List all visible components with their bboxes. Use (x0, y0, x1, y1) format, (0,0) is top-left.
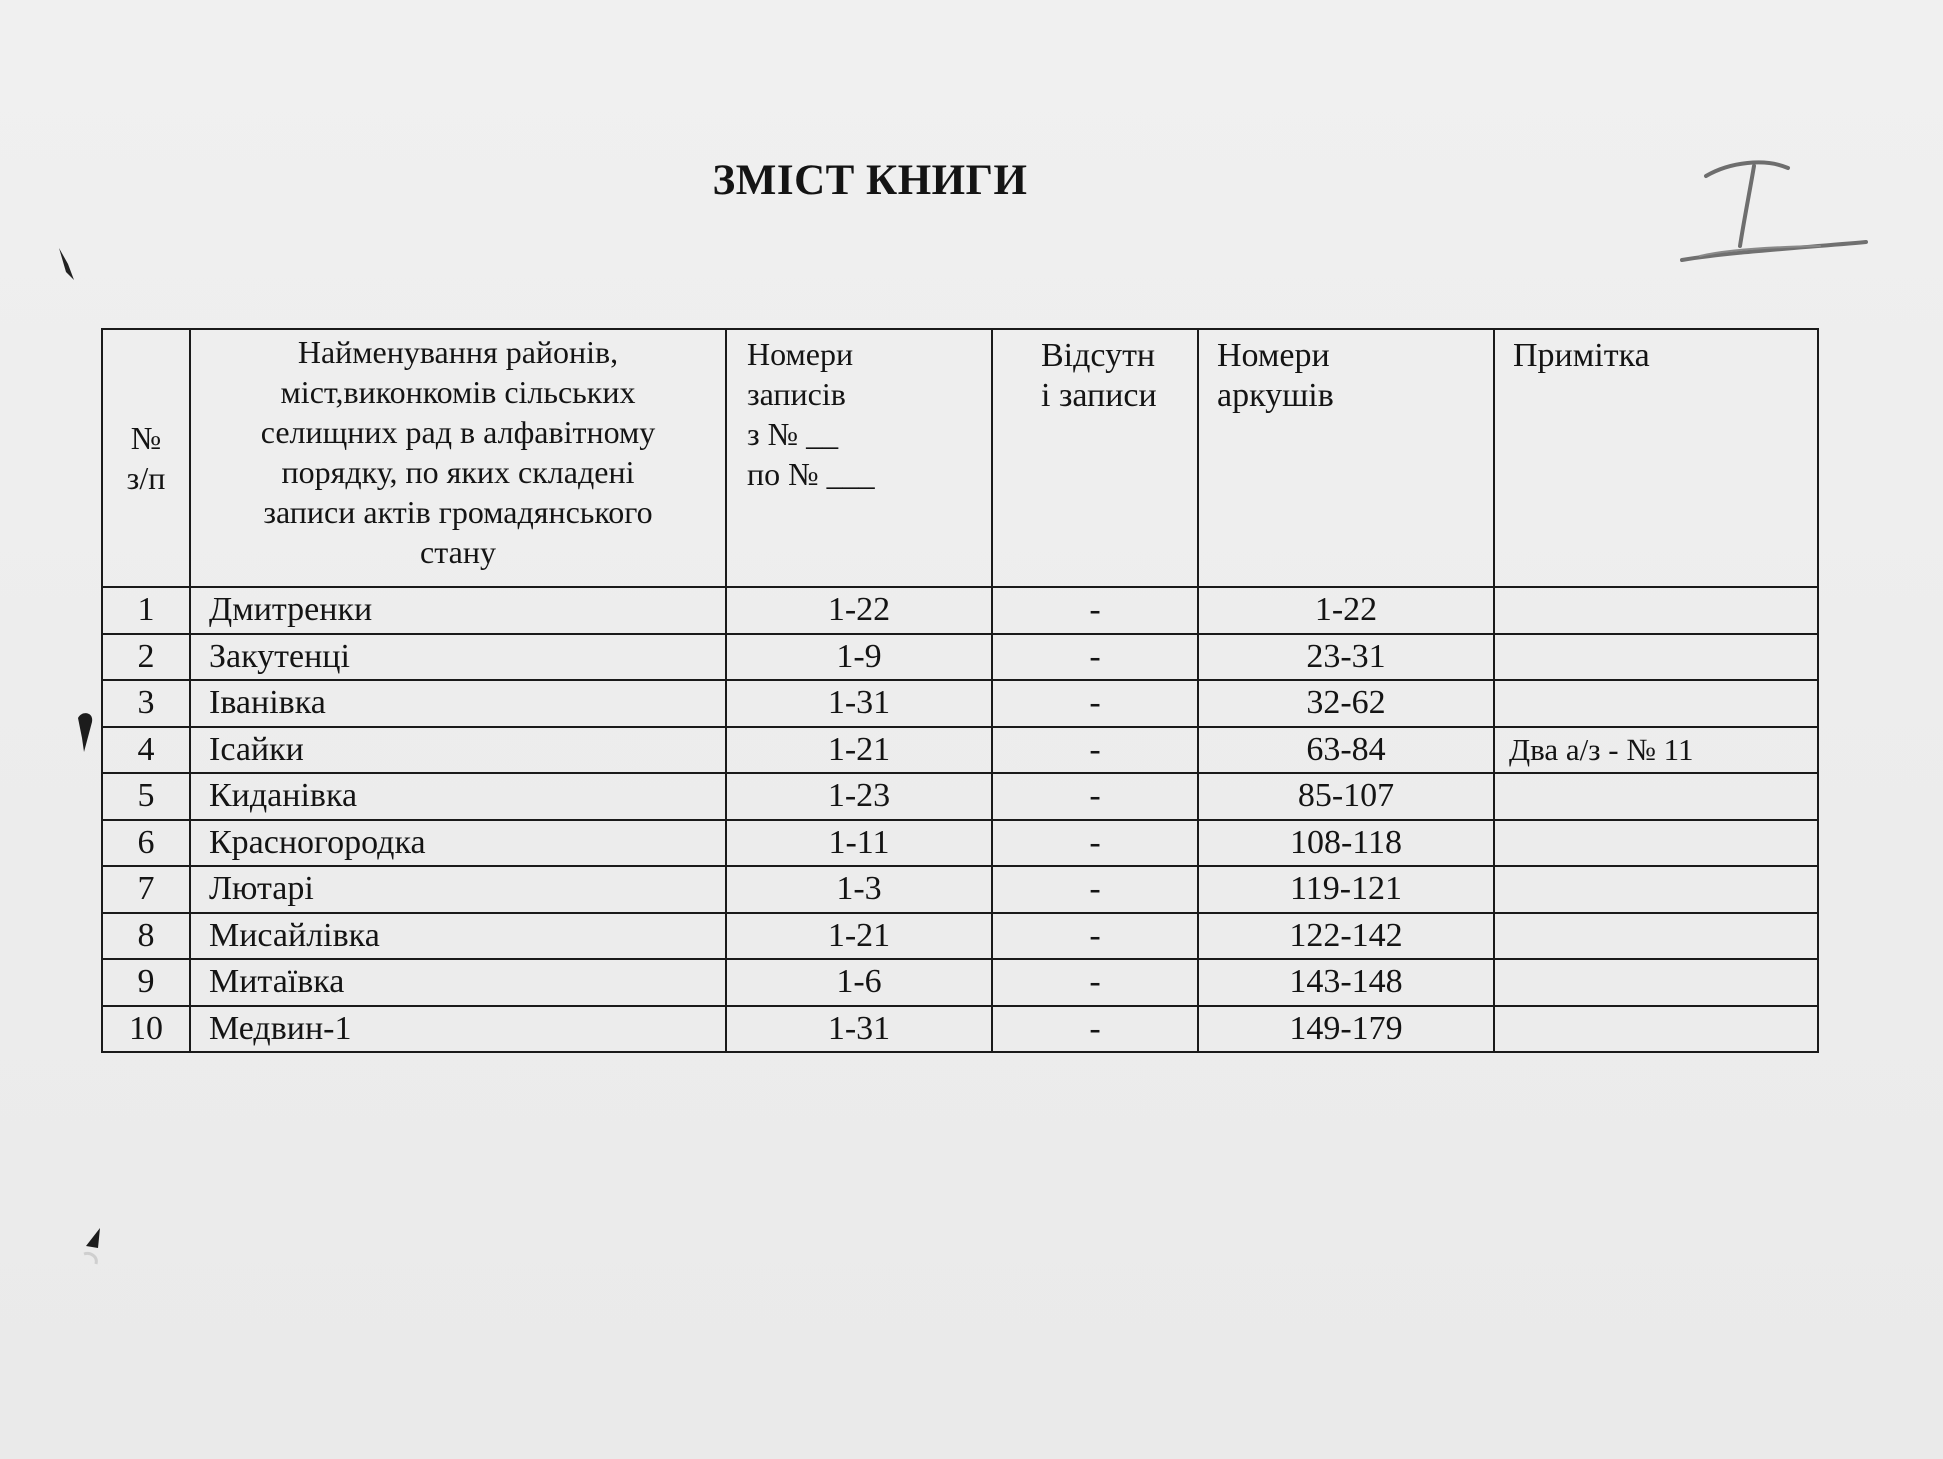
cell-records: 1-31 (726, 1006, 992, 1053)
header-sheets: Номери аркушів (1198, 329, 1494, 587)
header-records: Номери записів з № __ по № ___ (726, 329, 992, 587)
cell-sheets: 23-31 (1198, 634, 1494, 681)
cell-note (1494, 959, 1818, 1006)
cell-records: 1-22 (726, 587, 992, 634)
table-row (102, 1006, 1818, 1053)
cell-note (1494, 634, 1818, 681)
cell-sheets: 149-179 (1198, 1006, 1494, 1053)
cell-missing: - (992, 959, 1198, 1006)
cell-note (1494, 913, 1818, 960)
table-row (102, 866, 1818, 913)
cell-records: 1-11 (726, 820, 992, 867)
punch-mark-icon (54, 244, 80, 288)
cell-sheets: 122-142 (1198, 913, 1494, 960)
cell-note (1494, 866, 1818, 913)
page-title: ЗМІСТ КНИГИ (712, 157, 1028, 204)
table-row (102, 727, 1818, 774)
cell-sheets: 32-62 (1198, 680, 1494, 727)
cell-number: 5 (102, 773, 190, 820)
table-row (102, 913, 1818, 960)
header-note: Примітка (1494, 329, 1818, 587)
cell-missing: - (992, 913, 1198, 960)
cell-number: 7 (102, 866, 190, 913)
cell-name: Красногородка (190, 820, 726, 867)
cell-missing: - (992, 587, 1198, 634)
cell-note (1494, 1006, 1818, 1053)
header-number: № з/п (102, 329, 190, 587)
cell-records: 1-31 (726, 680, 992, 727)
cell-sheets: 119-121 (1198, 866, 1494, 913)
cell-name: Киданівка (190, 773, 726, 820)
cell-note: Два а/з - № 11 (1494, 727, 1818, 774)
cell-number: 2 (102, 634, 190, 681)
punch-mark-icon (72, 708, 98, 756)
header-name: Найменування районів, міст,виконкомів сільських селищних рад в алфавітному порядку, по яких складені записи актів громадянського стану (190, 329, 726, 587)
cell-missing: - (992, 634, 1198, 681)
table-header-row (102, 329, 1818, 587)
cell-missing: - (992, 727, 1198, 774)
cell-missing: - (992, 680, 1198, 727)
cell-name: Лютарі (190, 866, 726, 913)
cell-note (1494, 820, 1818, 867)
cell-note (1494, 680, 1818, 727)
cell-number: 10 (102, 1006, 190, 1053)
cell-records: 1-21 (726, 727, 992, 774)
cell-name: Митаївка (190, 959, 726, 1006)
cell-note (1494, 587, 1818, 634)
cell-name: Медвин-1 (190, 1006, 726, 1053)
cell-records: 1-3 (726, 866, 992, 913)
cell-sheets: 63-84 (1198, 727, 1494, 774)
cell-name: Закутенці (190, 634, 726, 681)
table-row (102, 634, 1818, 681)
cell-number: 6 (102, 820, 190, 867)
cell-records: 1-21 (726, 913, 992, 960)
cell-number: 4 (102, 727, 190, 774)
cell-missing: - (992, 820, 1198, 867)
contents-table (101, 328, 1819, 1053)
table-row (102, 680, 1818, 727)
cell-records: 1-23 (726, 773, 992, 820)
cell-number: 8 (102, 913, 190, 960)
cell-records: 1-6 (726, 959, 992, 1006)
cell-number: 1 (102, 587, 190, 634)
table-row (102, 820, 1818, 867)
cell-name: Іванівка (190, 680, 726, 727)
cell-number: 9 (102, 959, 190, 1006)
cell-name: Дмитренки (190, 587, 726, 634)
cell-number: 3 (102, 680, 190, 727)
cell-records: 1-9 (726, 634, 992, 681)
punch-mark-icon (78, 1224, 108, 1268)
cell-name: Мисайлівка (190, 913, 726, 960)
cell-missing: - (992, 866, 1198, 913)
header-missing: Відсутн і записи (992, 329, 1198, 587)
cell-missing: - (992, 773, 1198, 820)
cell-name: Ісайки (190, 727, 726, 774)
cell-missing: - (992, 1006, 1198, 1053)
table-row (102, 773, 1818, 820)
handwritten-pencil-mark (1670, 150, 1870, 270)
cell-sheets: 85-107 (1198, 773, 1494, 820)
cell-sheets: 1-22 (1198, 587, 1494, 634)
cell-note (1494, 773, 1818, 820)
table-row (102, 959, 1818, 1006)
table-row (102, 587, 1818, 634)
cell-sheets: 143-148 (1198, 959, 1494, 1006)
cell-sheets: 108-118 (1198, 820, 1494, 867)
